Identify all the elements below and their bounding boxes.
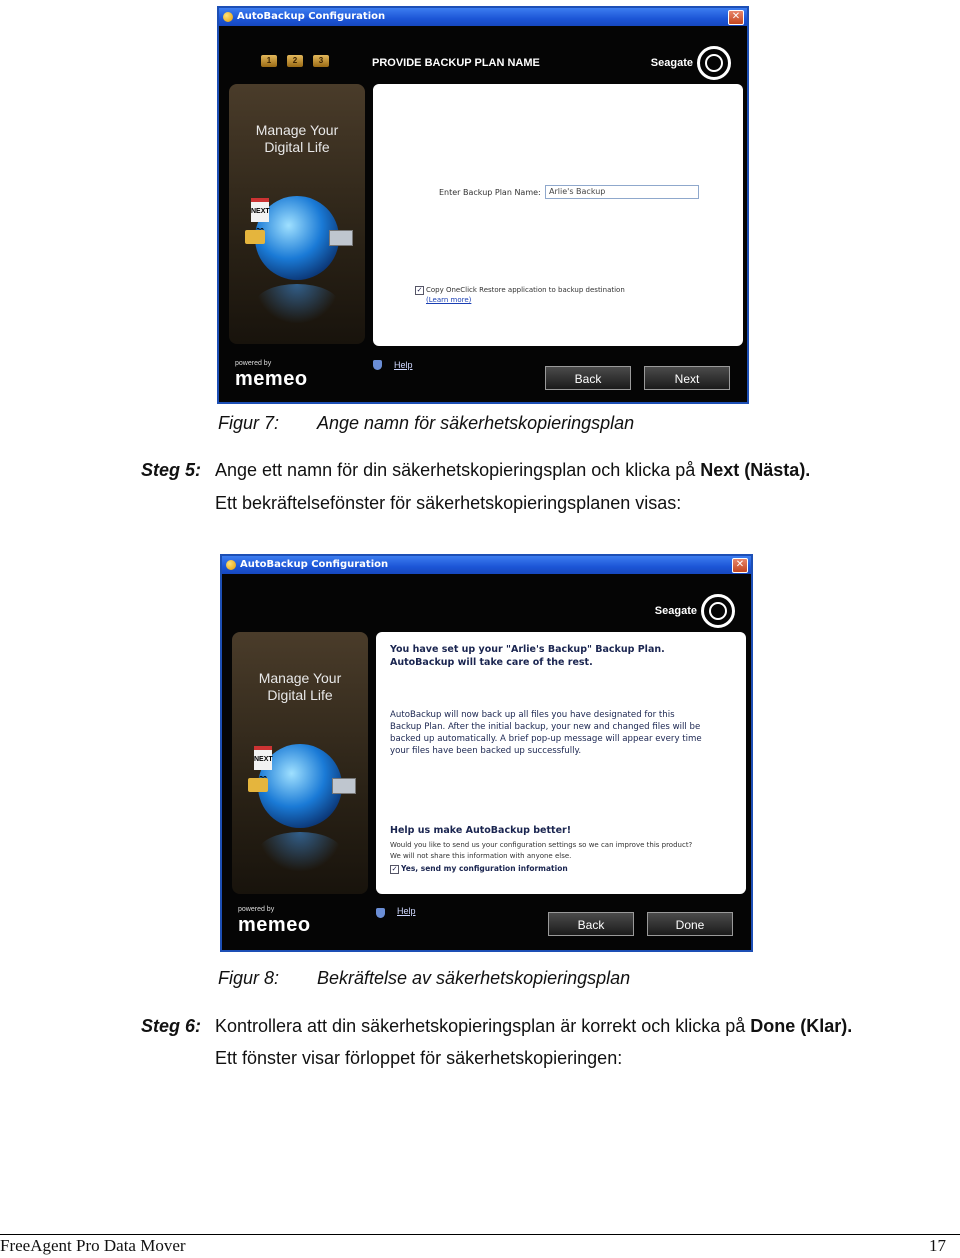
- powered-by-label: powered by: [235, 360, 272, 367]
- step-3-indicator[interactable]: 3: [313, 55, 329, 67]
- seagate-logo: [651, 46, 731, 80]
- figure7-window: [217, 6, 749, 404]
- window-title: AutoBackup Configuration: [240, 559, 389, 570]
- confirm-line1: You have set up your "Arlie's Backup" Backup Plan.: [390, 644, 665, 655]
- seagate-logo: [655, 594, 735, 628]
- seagate-swirl-icon: [701, 594, 735, 628]
- step5-text: [215, 460, 810, 481]
- laptop-icon: [329, 230, 353, 246]
- help-line1: Would you like to send us your configuration settings so we can improve this product?: [390, 841, 693, 849]
- next-button[interactable]: Next: [644, 366, 730, 390]
- calendar-icon: NEXT: [251, 198, 269, 222]
- step6-line2: Ett fönster visar förloppet för säkerhetskopieringen:: [215, 1048, 623, 1068]
- back-button[interactable]: Back: [548, 912, 634, 936]
- window-body: [222, 574, 751, 950]
- help-line2: We will not share this information with anyone else.: [390, 852, 572, 860]
- page-title: PROVIDE BACKUP PLAN NAME: [372, 57, 540, 69]
- calendar-icon: NEXT: [254, 746, 272, 770]
- done-button[interactable]: Done: [647, 912, 733, 936]
- memeo-logo: memeo: [238, 914, 311, 936]
- powered-by-label: powered by: [238, 906, 275, 913]
- step5-line2: Ett bekräftelsefönster för säkerhetskopieringsplanen visas:: [215, 493, 682, 513]
- side-heading-line1: Manage Your: [258, 670, 342, 686]
- shield-icon: [376, 908, 385, 918]
- info-line2: Backup Plan. After the initial backup, your new and changed files will be: [390, 722, 701, 732]
- step5-text-main: Ange ett namn för din säkerhetskopieringsplan och klicka på: [215, 460, 701, 480]
- footer-title: FreeAgent Pro Data Mover: [0, 1236, 186, 1255]
- side-heading-line2: Digital Life: [264, 139, 330, 155]
- close-icon[interactable]: ✕: [732, 558, 748, 573]
- side-heading: [229, 122, 365, 156]
- send-config-label: Yes, send my configuration information: [401, 864, 568, 873]
- info-line3: backed up automatically. A brief pop-up message will appear every time: [390, 734, 702, 744]
- seagate-swirl-icon: [697, 46, 731, 80]
- footer-rule: [0, 1234, 960, 1235]
- info-line4: your files have been backed up successfully.: [390, 746, 582, 756]
- send-config-checkbox[interactable]: ✓: [391, 866, 398, 873]
- content-panel: [376, 632, 746, 894]
- back-button[interactable]: Back: [545, 366, 631, 390]
- figure7-caption-text: Ange namn för säkerhetskopieringsplan: [317, 413, 635, 433]
- step6-text: [215, 1016, 852, 1037]
- window-title: AutoBackup Configuration: [237, 11, 386, 22]
- memeo-logo: memeo: [235, 368, 308, 390]
- side-panel: [232, 632, 368, 894]
- step-indicators: [261, 55, 329, 67]
- help-link[interactable]: Help: [397, 906, 416, 916]
- content-panel: [373, 84, 743, 346]
- side-heading: [232, 670, 368, 704]
- step6-emphasis: Done (Klar).: [750, 1016, 853, 1036]
- title-bar: [222, 556, 751, 574]
- side-heading-line1: Manage Your: [255, 122, 339, 138]
- info-line1: AutoBackup will now back up all files you have designated for this: [390, 710, 675, 720]
- folder-icon: [245, 230, 265, 244]
- step-1-indicator[interactable]: 1: [261, 55, 277, 67]
- title-bar: [219, 8, 747, 26]
- step5-emphasis: Next (Nästa).: [700, 460, 811, 480]
- brand-name: Seagate: [654, 605, 697, 617]
- learn-more-link[interactable]: (Learn more): [426, 296, 472, 304]
- laptop-icon: [332, 778, 356, 794]
- copy-restore-label: Copy OneClick Restore application to backup destination: [426, 286, 625, 294]
- step5-label: Steg 5:: [141, 460, 202, 480]
- help-link[interactable]: Help: [394, 360, 413, 370]
- window-body: [219, 26, 747, 402]
- copy-restore-checkbox[interactable]: ✓: [416, 287, 423, 294]
- figure8-caption-label: Figur 8:: [218, 968, 280, 988]
- page-number: 17: [929, 1236, 946, 1255]
- figure8-caption-text: Bekräftelse av säkerhetskopieringsplan: [317, 968, 631, 988]
- shield-icon: [373, 360, 382, 370]
- folder-icon: [248, 778, 268, 792]
- side-heading-line2: Digital Life: [267, 687, 333, 703]
- step6-text-main: Kontrollera att din säkerhetskopieringsplan är korrekt och klicka på: [215, 1016, 751, 1036]
- help-heading: Help us make AutoBackup better!: [390, 825, 572, 836]
- plan-name-input[interactable]: Arlie's Backup: [545, 185, 699, 199]
- globe-reflection: [255, 284, 339, 324]
- app-icon: [223, 12, 233, 22]
- step-2-indicator[interactable]: 2: [287, 55, 303, 67]
- plan-name-label: Enter Backup Plan Name:: [439, 188, 541, 197]
- brand-name: Seagate: [650, 57, 693, 69]
- confirm-line2: AutoBackup will take care of the rest.: [390, 657, 593, 668]
- globe-reflection: [258, 832, 342, 872]
- close-icon[interactable]: ✕: [728, 10, 744, 25]
- figure7-caption-label: Figur 7:: [218, 413, 280, 433]
- side-panel: [229, 84, 365, 344]
- figure8-window: [220, 554, 753, 952]
- step6-label: Steg 6:: [141, 1016, 202, 1036]
- app-icon: [226, 560, 236, 570]
